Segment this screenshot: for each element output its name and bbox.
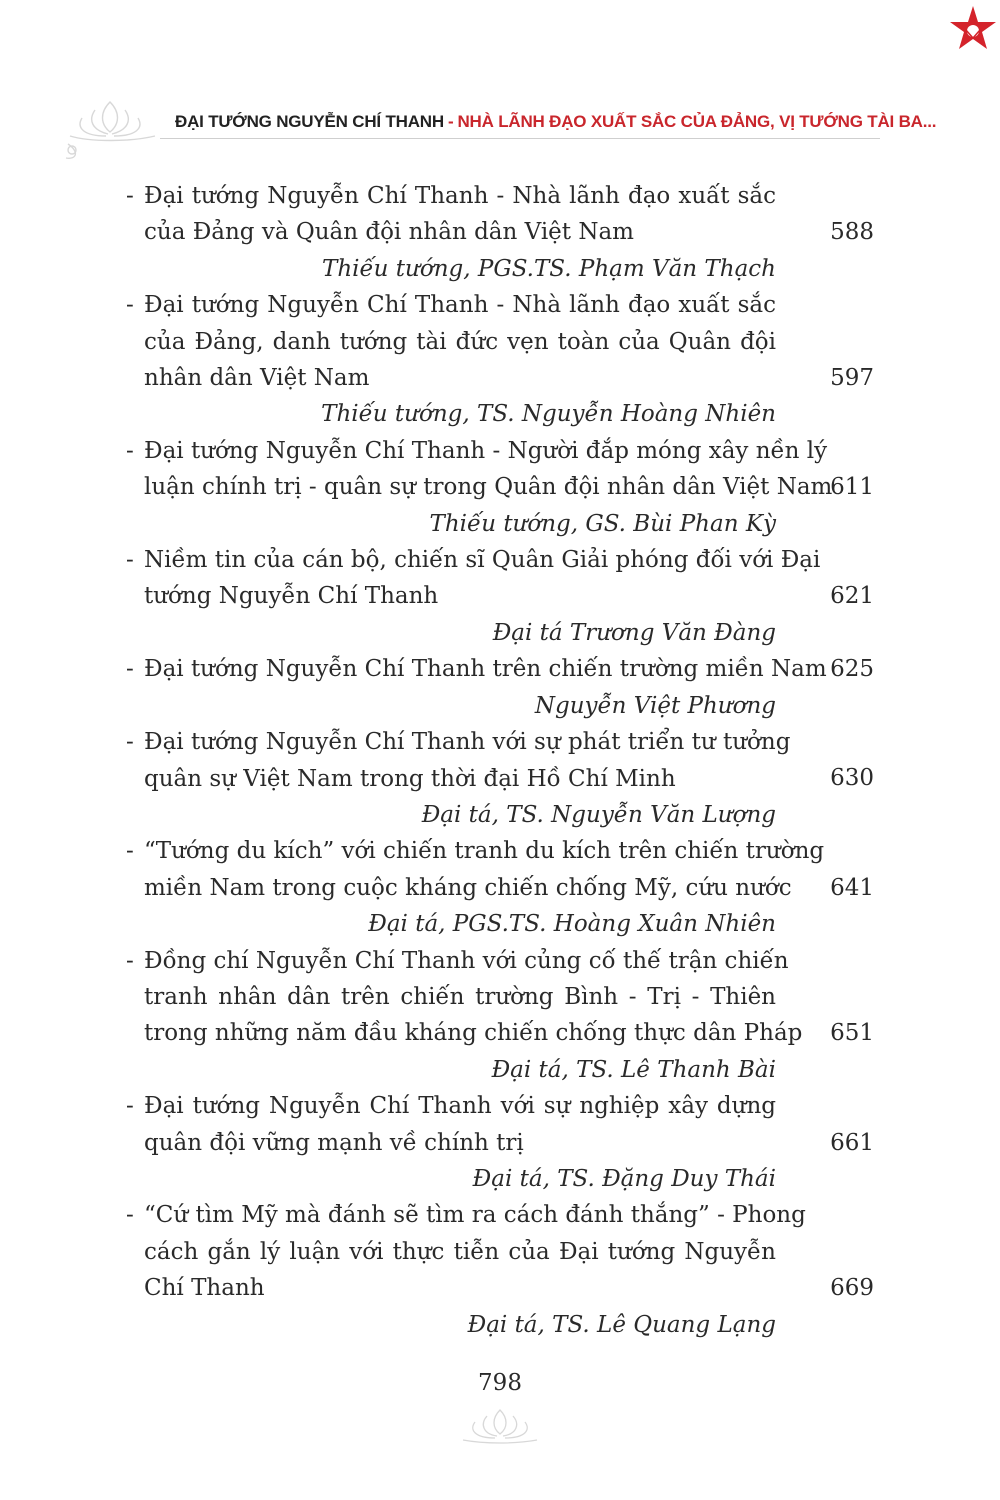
toc-entry-title-line: - Đại tướng Nguyễn Chí Thanh với sự phát triển tư tưởng [0,724,776,760]
toc-entry [0,1088,1000,1197]
toc-entry-page-number: 651 [830,1020,874,1047]
page-number: 798 [478,1370,522,1396]
toc-entry-author: Nguyễn Việt Phương [534,692,776,719]
toc-entry-title-line: tranh nhân dân trên chiến trường Bình - Trị - Thiên [144,983,776,1010]
toc-entry [0,178,1000,287]
toc-entry-title-line: - “Tướng du kích” với chiến tranh du kích trên chiến trường [0,833,776,869]
toc-entry-author: Thiếu tướng, GS. Bùi Phan Kỳ [429,510,776,537]
toc-entry-author: Đại tá Trương Văn Đàng [492,619,776,646]
toc-entry-author: Đại tá, TS. Đặng Duy Thái [472,1165,776,1192]
header-title-main: ĐẠI TƯỚNG NGUYỄN CHÍ THANH [175,112,444,131]
lotus-footer-ornament-icon [455,1404,545,1448]
publisher-star-logo-icon [946,4,1000,60]
table-of-contents [0,178,1000,1343]
toc-entry-page-number: 588 [830,219,874,246]
toc-entry [0,651,1000,724]
toc-entry-author: Đại tá, TS. Lê Thanh Bài [491,1056,776,1083]
toc-entry-author: Đại tá, PGS.TS. Hoàng Xuân Nhiên [368,911,776,938]
header-separator: - [447,112,454,131]
toc-entry-title-line: - Đại tướng Nguyễn Chí Thanh - Người đắp móng xây nền lý [0,433,776,469]
toc-entry-title-line: - Niềm tin của cán bộ, chiến sĩ Quân Giải phóng đối với Đại [0,542,776,578]
toc-entry-page-number: 641 [830,874,874,901]
toc-entry [0,542,1000,651]
toc-entry-title-line: quân sự Việt Nam trong thời đại Hồ Chí Minh [144,765,676,792]
toc-entry-author: Thiếu tướng, TS. Nguyễn Hoàng Nhiên [321,401,776,428]
header-title-sub: NHÀ LÃNH ĐẠO XUẤT SẮC CỦA ĐẢNG, VỊ TƯỚNG TÀI BA... [457,112,937,131]
toc-entry [0,724,1000,833]
toc-entry-title-line: - “Cứ tìm Mỹ mà đánh sẽ tìm ra cách đánh thắng” - Phong [0,1197,776,1233]
toc-entry [0,1197,1000,1343]
toc-entry [0,833,1000,942]
toc-entry-page-number: 621 [830,583,874,610]
toc-entry-page-number: 597 [830,365,874,392]
toc-entry-title-line: của Đảng, danh tướng tài đức vẹn toàn của Quân đội [144,328,776,355]
toc-entry-page-number: 625 [830,656,874,683]
toc-entry-title-line: Chí Thanh [144,1275,265,1302]
toc-entry-title-line: nhân dân Việt Nam [144,365,370,392]
toc-entry-title-line: của Đảng và Quân đội nhân dân Việt Nam [144,219,634,246]
toc-entry-title-line: miền Nam trong cuộc kháng chiến chống Mỹ, cứu nước [144,874,792,901]
toc-entry-title-line: - Đồng chí Nguyễn Chí Thanh với củng cố thế trận chiến [0,943,776,979]
toc-entry-title-line: quân đội vững mạnh về chính trị [144,1129,524,1156]
toc-entry [0,433,1000,542]
toc-entry-title-line: tướng Nguyễn Chí Thanh [144,583,439,610]
toc-entry-author: Đại tá, TS. Nguyễn Văn Lượng [421,801,776,828]
toc-entry-title-line: - Đại tướng Nguyễn Chí Thanh với sự nghiệp xây dựng [0,1088,776,1124]
toc-entry-author: Thiếu tướng, PGS.TS. Phạm Văn Thạch [322,255,776,282]
toc-entry-page-number: 661 [830,1129,874,1156]
toc-entry-title-line: luận chính trị - quân sự trong Quân đội nhân dân Việt Nam [144,474,833,501]
toc-entry-title-line: - Đại tướng Nguyễn Chí Thanh trên chiến trường miền Nam [0,651,776,687]
toc-entry-title-line: - Đại tướng Nguyễn Chí Thanh - Nhà lãnh đạo xuất sắc [0,178,776,214]
running-header [175,112,937,132]
toc-entry-page-number: 611 [830,474,874,501]
toc-entry-title-line: cách gắn lý luận với thực tiễn của Đại tướng Nguyễn [144,1238,776,1265]
toc-entry-page-number: 669 [830,1275,874,1302]
toc-entry-page-number: 630 [830,765,874,792]
toc-entry-title-line: trong những năm đầu kháng chiến chống thực dân Pháp [144,1020,803,1047]
header-rule [160,138,880,139]
lotus-ornament-icon [60,92,160,172]
toc-entry-title-line: - Đại tướng Nguyễn Chí Thanh - Nhà lãnh đạo xuất sắc [0,287,776,323]
toc-entry [0,287,1000,433]
toc-entry [0,943,1000,1089]
toc-entry-author: Đại tá, TS. Lê Quang Lạng [467,1311,776,1338]
